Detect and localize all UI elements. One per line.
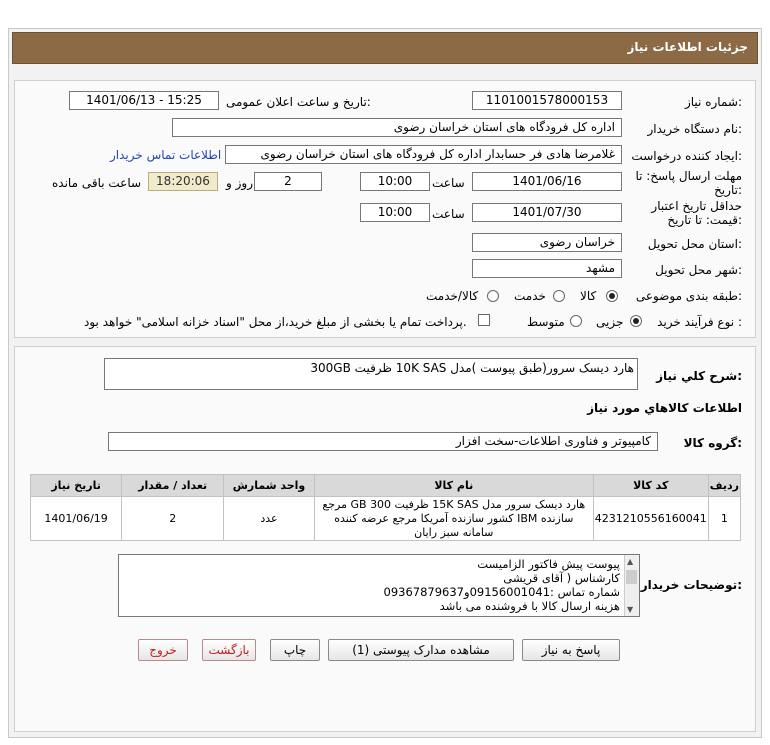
process-medium-label: متوسط bbox=[527, 315, 565, 329]
page-title: جزئیات اطلاعات نیاز bbox=[627, 40, 748, 54]
category-service-radio[interactable] bbox=[553, 290, 565, 302]
deadline-time-label: ساعت bbox=[432, 176, 465, 190]
view-attachments-button[interactable]: مشاهده مدارک پیوستی (1) bbox=[328, 639, 514, 661]
print-button[interactable]: چاپ bbox=[270, 639, 320, 661]
need-number-field: 1101001578000153 bbox=[472, 91, 622, 110]
buyer-org-label: نام دستگاه خریدار: bbox=[647, 122, 742, 136]
buyer-notes-text bbox=[124, 557, 620, 613]
deadline-time-field: 10:00 bbox=[360, 172, 430, 191]
back-button[interactable]: بازگشت bbox=[202, 639, 256, 661]
days-field: 2 bbox=[254, 172, 322, 191]
creator-label: ایجاد کننده درخواست: bbox=[631, 149, 742, 163]
notes-line: شماره تماس :09156001041و09367879637 bbox=[383, 585, 620, 599]
cell-unit: عدد bbox=[224, 497, 315, 541]
process-minor-radio[interactable] bbox=[630, 315, 642, 327]
treasury-checkbox[interactable] bbox=[478, 314, 490, 326]
col-goods-name: نام کالا bbox=[314, 475, 593, 497]
deadline-date-field: 1401/06/16 bbox=[472, 172, 622, 191]
table-row bbox=[31, 497, 741, 541]
city-label: شهر محل تحویل: bbox=[655, 263, 742, 277]
cell-need-date: 1401/06/19 bbox=[31, 497, 122, 541]
goods-info-title: اطلاعات کالاهاي مورد نياز bbox=[587, 401, 742, 415]
col-goods-code: کد کالا bbox=[593, 475, 708, 497]
announce-field: 1401/06/13 - 15:25 bbox=[69, 91, 219, 110]
cell-row: 1 bbox=[708, 497, 740, 541]
notes-line: کارشناس ( آقای قریشی bbox=[503, 571, 620, 585]
col-quantity: تعداد / مقدار bbox=[122, 475, 224, 497]
scroll-down-icon[interactable]: ▼ bbox=[627, 605, 634, 614]
validity-label-2: قیمت: تا تاریخ: bbox=[667, 213, 742, 227]
buyer-org-field: اداره کل فرودگاه های استان خراسان رضوی bbox=[172, 118, 622, 137]
scroll-up-icon[interactable]: ▲ bbox=[627, 557, 634, 566]
creator-field: غلامرضا هادی فر حسابدار اداره کل فرودگاه های استان خراسان رضوی bbox=[225, 145, 622, 164]
cell-quantity: 2 bbox=[122, 497, 224, 541]
category-goods-radio[interactable] bbox=[606, 290, 618, 302]
buyer-notes-label: توضیحات خریدار: bbox=[640, 578, 742, 592]
notes-line: هزینه ارسال کالا با فروشنده می باشد bbox=[439, 599, 620, 613]
remaining-label: ساعت باقی مانده bbox=[52, 176, 142, 190]
category-both-radio[interactable] bbox=[487, 290, 499, 302]
treasury-note: پرداخت تمام یا بخشی از مبلغ خرید،از محل "اسناد خزانه اسلامی" خواهد بود. bbox=[84, 315, 467, 329]
category-service-label: خدمت bbox=[514, 289, 546, 303]
province-label: استان محل تحویل: bbox=[647, 237, 742, 251]
day-and-label: روز و bbox=[226, 176, 253, 190]
need-number-label: شماره نیاز: bbox=[684, 95, 742, 109]
goods-group-label: گروه کالا: bbox=[683, 436, 742, 450]
category-label: طبقه بندی موضوعی: bbox=[635, 289, 742, 303]
process-minor-label: جزیی bbox=[596, 315, 624, 329]
summary-text: هارد دیسک سرور(طبق پیوست )مدل 10K SAS ظرفیت 300GB bbox=[310, 361, 634, 375]
process-medium-radio[interactable] bbox=[570, 315, 582, 327]
validity-date-field: 1401/07/30 bbox=[472, 203, 622, 222]
notes-scroll-thumb[interactable] bbox=[626, 570, 637, 584]
deadline-label: مهلت ارسال پاسخ: تا bbox=[635, 169, 742, 183]
table-header-row bbox=[31, 475, 741, 497]
col-row: ردیف bbox=[708, 475, 740, 497]
cell-goods-code: 4231210556160041 bbox=[593, 497, 708, 541]
col-need-date: تاریخ نیاز bbox=[31, 475, 122, 497]
process-label: نوع فرآیند خرید : bbox=[657, 315, 742, 329]
items-table bbox=[30, 474, 741, 541]
reply-button[interactable]: پاسخ به نیاز bbox=[522, 639, 620, 661]
goods-group-field: کامپیوتر و فناوری اطلاعات-سخت افزار bbox=[108, 432, 658, 451]
city-field: مشهد bbox=[472, 259, 622, 278]
summary-label: شرح کلي نياز: bbox=[656, 369, 742, 383]
category-both-label: کالا/خدمت bbox=[426, 289, 479, 303]
validity-time-field: 10:00 bbox=[360, 203, 430, 222]
exit-button[interactable]: خروج bbox=[138, 639, 188, 661]
category-goods-label: کالا bbox=[580, 289, 597, 303]
province-field: خراسان رضوی bbox=[472, 233, 622, 252]
announce-label: تاریخ و ساعت اعلان عمومی: bbox=[226, 95, 371, 109]
validity-time-label: ساعت bbox=[432, 207, 465, 221]
remaining-time-field: 18:20:06 bbox=[148, 172, 218, 191]
col-unit: واحد شمارش bbox=[224, 475, 315, 497]
notes-line: پیوست پیش فاکتور الزامیست bbox=[477, 557, 620, 571]
deadline-label-2: تاریخ: bbox=[714, 183, 742, 197]
validity-label: حداقل تاریخ اعتبار bbox=[651, 199, 742, 213]
cell-goods-name: هارد دیسک سرور مدل 15K SAS ظرفیت 300 GB مرجع سازنده IBM کشور سازنده آمریکا مرجع عرضه کننده سامانه سبز رایان bbox=[314, 497, 593, 541]
contact-info-link[interactable]: اطلاعات تماس خریدار bbox=[110, 148, 222, 162]
